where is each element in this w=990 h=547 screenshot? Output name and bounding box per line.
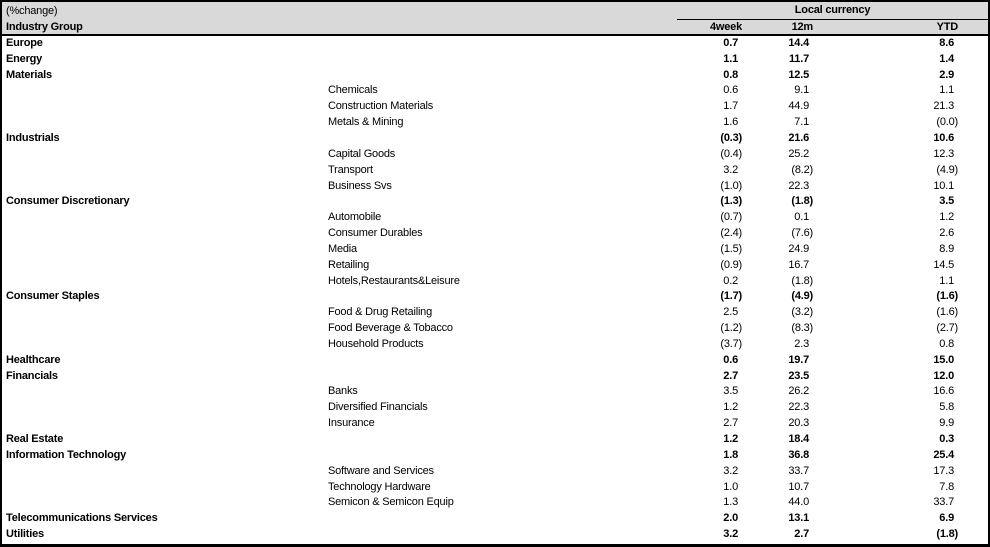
industry-label: [325, 51, 677, 67]
value-4week: (1.5): [720, 242, 742, 255]
sector-label: [2, 114, 325, 130]
sector-label: [2, 83, 325, 99]
table-row: [2, 67, 988, 83]
sector-label: Industrials: [6, 131, 60, 144]
table-row: [2, 162, 988, 178]
column-header-ytd: YTD: [813, 19, 958, 35]
industry-label: Automobile: [328, 211, 382, 224]
sector-label: [2, 257, 325, 273]
sector-label: Materials: [6, 68, 52, 81]
value-ytd: 0.3: [939, 433, 954, 446]
value-ytd: (2.7): [936, 322, 958, 335]
industry-label: Metals & Mining: [328, 116, 404, 129]
row-spacer: [958, 98, 988, 114]
sector-label: [2, 241, 325, 257]
table-row: [2, 35, 988, 51]
value-12m: 14.4: [788, 37, 809, 50]
industry-label: [325, 526, 677, 542]
industry-label: Food Beverage & Tobacco: [328, 322, 453, 335]
value-12m: 2.7: [794, 528, 809, 541]
value-ytd: 0.8: [939, 337, 954, 350]
value-12m: 33.7: [788, 464, 809, 477]
table-row: [2, 463, 988, 479]
industry-label: [325, 193, 677, 209]
industry-label: Retailing: [328, 258, 370, 271]
header-spacer: [958, 19, 988, 35]
value-4week: (0.7): [720, 211, 742, 224]
table-row: [2, 146, 988, 162]
industry-label: [325, 289, 677, 305]
value-4week: 1.3: [723, 496, 738, 509]
row-spacer: [958, 273, 988, 289]
value-4week: 0.2: [723, 274, 738, 287]
value-ytd: (1.6): [936, 290, 958, 303]
value-ytd: 25.4: [933, 448, 954, 461]
value-ytd: 2.9: [939, 68, 954, 81]
table-row: [2, 225, 988, 241]
row-spacer: [958, 320, 988, 336]
value-12m: 22.3: [788, 401, 809, 414]
industry-label: [325, 431, 677, 447]
value-ytd: 5.8: [939, 401, 954, 414]
value-ytd: 10.6: [933, 131, 954, 144]
table-row: [2, 494, 988, 510]
row-spacer: [958, 67, 988, 83]
table-row: [2, 447, 988, 463]
table-body: [2, 35, 988, 542]
table-row: [2, 384, 988, 400]
column-header-12m: 12m: [742, 19, 813, 35]
value-4week: 3.2: [723, 464, 738, 477]
value-ytd: 9.9: [939, 417, 954, 430]
row-spacer: [958, 257, 988, 273]
value-4week: 2.0: [723, 512, 738, 525]
table-row: [2, 415, 988, 431]
row-spacer: [958, 130, 988, 146]
value-12m: 16.7: [788, 258, 809, 271]
row-spacer: [958, 494, 988, 510]
value-12m: 44.0: [788, 496, 809, 509]
value-12m: 23.5: [788, 369, 809, 382]
value-12m: 22.3: [788, 179, 809, 192]
row-spacer: [958, 336, 988, 352]
industry-label: [325, 368, 677, 384]
value-4week: 3.2: [723, 163, 738, 176]
row-spacer: [958, 162, 988, 178]
industry-label: Capital Goods: [328, 147, 396, 160]
sector-label: Energy: [6, 52, 43, 65]
sector-label: [2, 225, 325, 241]
value-ytd: 12.3: [933, 147, 954, 160]
industry-label: Chemicals: [328, 84, 378, 97]
industry-label: [325, 35, 677, 51]
row-spacer: [958, 368, 988, 384]
table-row: [2, 352, 988, 368]
table-row: [2, 479, 988, 495]
value-12m: (3.2): [791, 306, 813, 319]
sector-label: [2, 304, 325, 320]
value-ytd: (1.8): [936, 528, 958, 541]
table-row: [2, 431, 988, 447]
value-12m: (4.9): [791, 290, 813, 303]
value-ytd: 1.1: [939, 274, 954, 287]
table-row: [2, 98, 988, 114]
value-4week: 0.6: [723, 84, 738, 97]
value-12m: 26.2: [788, 385, 809, 398]
sector-label: [2, 273, 325, 289]
value-12m: 18.4: [788, 433, 809, 446]
sector-label: Consumer Discretionary: [6, 195, 130, 208]
value-4week: 0.8: [723, 68, 738, 81]
value-4week: 1.0: [723, 480, 738, 493]
row-spacer: [958, 289, 988, 305]
value-ytd: 7.8: [939, 480, 954, 493]
value-4week: 1.2: [723, 433, 738, 446]
value-ytd: 6.9: [939, 512, 954, 525]
row-spacer: [958, 399, 988, 415]
value-4week: 0.7: [723, 37, 738, 50]
value-4week: 2.7: [723, 369, 738, 382]
industry-label: Transport: [328, 163, 373, 176]
value-ytd: 21.3: [933, 100, 954, 113]
sector-label: Europe: [6, 37, 43, 50]
sector-label: [2, 336, 325, 352]
row-spacer: [958, 35, 988, 51]
table-row: [2, 368, 988, 384]
value-ytd: 2.6: [939, 227, 954, 240]
value-4week: (0.4): [720, 147, 742, 160]
row-spacer: [958, 178, 988, 194]
value-4week: 1.6: [723, 116, 738, 129]
value-4week: 0.6: [723, 353, 738, 366]
industry-label: Insurance: [328, 417, 375, 430]
row-spacer: [958, 241, 988, 257]
value-12m: (7.6): [791, 227, 813, 240]
table-row: [2, 130, 988, 146]
row-spacer: [958, 352, 988, 368]
value-4week: (0.9): [720, 258, 742, 271]
value-4week: 1.8: [723, 448, 738, 461]
industry-label: [325, 352, 677, 368]
industry-label: [325, 447, 677, 463]
value-4week: (1.0): [720, 179, 742, 192]
header-row-columns: [2, 19, 988, 35]
industry-label: Household Products: [328, 337, 424, 350]
sector-label: Telecommunications Services: [6, 512, 158, 525]
value-ytd: 14.5: [933, 258, 954, 271]
industry-label: Technology Hardware: [328, 480, 431, 493]
industry-label: Business Svs: [328, 179, 392, 192]
table-row: [2, 526, 988, 542]
value-4week: 1.2: [723, 401, 738, 414]
sector-label: [2, 162, 325, 178]
sector-label: Information Technology: [6, 448, 127, 461]
row-spacer: [958, 209, 988, 225]
row-spacer: [958, 415, 988, 431]
sector-label: [2, 494, 325, 510]
value-4week: (1.7): [720, 290, 742, 303]
value-12m: 12.5: [788, 68, 809, 81]
value-ytd: 16.6: [933, 385, 954, 398]
value-4week: 1.1: [723, 52, 738, 65]
sector-label: Healthcare: [6, 353, 61, 366]
value-4week: (3.7): [720, 337, 742, 350]
table-row: [2, 304, 988, 320]
sector-label: [2, 209, 325, 225]
header-row-currency: [2, 2, 988, 19]
value-ytd: 33.7: [933, 496, 954, 509]
industry-label: Hotels,Restaurants&Leisure: [328, 274, 460, 287]
table-row: [2, 83, 988, 99]
industry-label: Media: [328, 242, 357, 255]
sector-label: [2, 146, 325, 162]
sector-label: Consumer Staples: [6, 290, 100, 303]
industry-label: [325, 130, 677, 146]
industry-label: Software and Services: [328, 464, 434, 477]
value-4week: 3.2: [723, 528, 738, 541]
value-12m: 19.7: [788, 353, 809, 366]
sector-label: [2, 399, 325, 415]
table-row: [2, 320, 988, 336]
value-12m: 44.9: [788, 100, 809, 113]
table-row: [2, 399, 988, 415]
value-12m: 11.7: [788, 52, 809, 65]
value-12m: 13.1: [788, 512, 809, 525]
industry-label: Construction Materials: [328, 100, 434, 113]
value-12m: (8.3): [791, 322, 813, 335]
row-spacer: [958, 479, 988, 495]
value-ytd: 15.0: [933, 353, 954, 366]
value-4week: (0.3): [720, 131, 742, 144]
table-row: [2, 193, 988, 209]
value-12m: 25.2: [788, 147, 809, 160]
row-spacer: [958, 510, 988, 526]
table-row: [2, 241, 988, 257]
table-row: [2, 336, 988, 352]
column-header-4week: 4week: [677, 19, 742, 35]
table-row: [2, 257, 988, 273]
value-ytd: 8.6: [939, 37, 954, 50]
value-4week: 2.5: [723, 306, 738, 319]
row-spacer: [958, 83, 988, 99]
value-12m: (1.8): [791, 195, 813, 208]
row-spacer: [958, 463, 988, 479]
value-ytd: 12.0: [933, 369, 954, 382]
industry-label: Semicon & Semicon Equip: [328, 496, 454, 509]
value-12m: 7.1: [794, 116, 809, 129]
industry-label: Banks: [328, 385, 358, 398]
industry-label: [325, 510, 677, 526]
value-12m: 9.1: [794, 84, 809, 97]
performance-table: [2, 2, 988, 542]
table-row: [2, 51, 988, 67]
value-ytd: 1.2: [939, 211, 954, 224]
industry-group-header: Industry Group: [2, 19, 677, 35]
value-4week: 3.5: [723, 385, 738, 398]
row-spacer: [958, 384, 988, 400]
sector-label: Real Estate: [6, 433, 64, 446]
sector-label: Financials: [6, 369, 58, 382]
value-4week: 2.7: [723, 417, 738, 430]
value-ytd: (0.0): [936, 116, 958, 129]
table-header: [2, 2, 988, 35]
sector-label: [2, 415, 325, 431]
sector-label: [2, 320, 325, 336]
local-currency-header: Local currency: [677, 2, 988, 19]
value-ytd: 1.4: [939, 52, 954, 65]
row-spacer: [958, 225, 988, 241]
sector-label: [2, 98, 325, 114]
value-4week: 1.7: [723, 100, 738, 113]
row-spacer: [958, 447, 988, 463]
value-4week: (2.4): [720, 227, 742, 240]
value-12m: 20.3: [788, 417, 809, 430]
value-12m: 36.8: [788, 448, 809, 461]
value-12m: 0.1: [794, 211, 809, 224]
value-ytd: 3.5: [939, 195, 954, 208]
table-row: [2, 114, 988, 130]
table-row: [2, 209, 988, 225]
value-12m: 2.3: [794, 337, 809, 350]
value-ytd: 17.3: [933, 464, 954, 477]
table-row: [2, 273, 988, 289]
table-row: [2, 510, 988, 526]
row-spacer: [958, 114, 988, 130]
row-spacer: [958, 51, 988, 67]
value-ytd: (1.6): [936, 306, 958, 319]
row-spacer: [958, 193, 988, 209]
value-12m: 21.6: [788, 131, 809, 144]
value-ytd: 10.1: [933, 179, 954, 192]
sector-label: [2, 178, 325, 194]
table-row: [2, 178, 988, 194]
value-12m: 10.7: [788, 480, 809, 493]
row-spacer: [958, 526, 988, 542]
row-spacer: [958, 431, 988, 447]
sector-label: Utilities: [6, 528, 44, 541]
row-spacer: [958, 304, 988, 320]
table-row: [2, 289, 988, 305]
value-4week: (1.2): [720, 322, 742, 335]
value-12m: (1.8): [791, 274, 813, 287]
sector-label: [2, 384, 325, 400]
value-12m: (8.2): [791, 163, 813, 176]
value-ytd: 1.1: [939, 84, 954, 97]
industry-label: Consumer Durables: [328, 227, 423, 240]
industry-label: Food & Drug Retailing: [328, 306, 433, 319]
sector-label: [2, 479, 325, 495]
value-4week: (1.3): [720, 195, 742, 208]
industry-label: Diversified Financials: [328, 401, 428, 414]
sector-label: [2, 463, 325, 479]
industry-label: [325, 67, 677, 83]
row-spacer: [958, 146, 988, 162]
percent-change-label: (%change): [2, 2, 677, 19]
value-ytd: (4.9): [936, 163, 958, 176]
value-ytd: 8.9: [939, 242, 954, 255]
value-12m: 24.9: [788, 242, 809, 255]
